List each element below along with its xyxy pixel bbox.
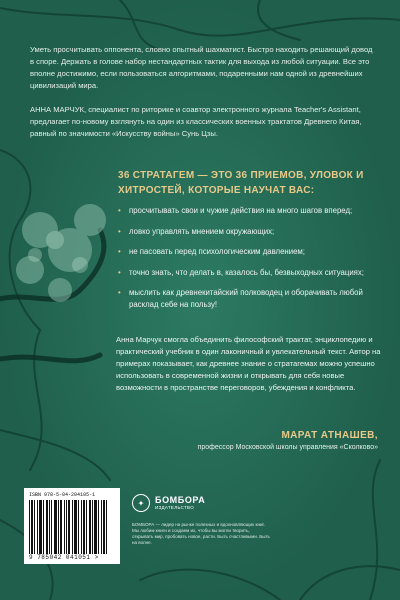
bullet-icon: • — [118, 226, 121, 236]
publisher-sub: ИЗДАТЕЛЬСТВО — [155, 505, 195, 510]
bullet-icon: • — [118, 206, 121, 215]
publisher-name: БОМБОРА — [155, 495, 206, 505]
bullet-icon: • — [118, 288, 121, 297]
isbn-label: ISBN 978-5-04-204105-1 — [29, 492, 96, 498]
publisher-logo — [132, 494, 205, 512]
bombora-icon: ✦ — [132, 494, 150, 512]
list-item: • просчитывать свои и чужие действия на много шагов вперед; — [118, 206, 353, 215]
publisher-blurb: БОМБОРА — лидер на рынке полезных и вдохновляющих книг. Мы любим книги и создаем их, чтобы вы могли творить, открывать мир, пробовать новое, расти. Быть счастливыми. Быть на волне. — [132, 522, 270, 545]
reviewer-name: МАРАТ АТНАШЕВ, — [281, 430, 378, 441]
headline: 36 СТРАТАГЕМ — ЭТО 36 ПРИЕМОВ, УЛОВОК И ХИТРОСТЕЙ, КОТОРЫЕ НАУЧАТ ВАС: — [118, 170, 364, 196]
bullet-icon: • — [118, 267, 121, 277]
intro-paragraph-1: Уметь просчитывать оппонента, словно опытный шахматист. Быстро находить решающий довод в споре. Держать в голове набор нестандартных тактик для выхода из любой ситуации. Все это вполне достижимо, если пользоваться алгоритмами, подаренными нам одной из древнейших цивилизаций мира. — [30, 45, 373, 90]
list-item: • точно знать, что делать в, казалось бы, безвыходных ситуациях; — [118, 267, 364, 277]
barcode-bars — [29, 500, 115, 554]
reviewer-title: профессор Московской школы управления «Сколково» — [197, 444, 378, 451]
list-item: • ловко управлять мнением окружающих; — [118, 226, 275, 236]
list-item: • мыслить как древнекитайский полководец и оборачивать любой расклад себе на пользу! — [118, 288, 363, 309]
barcode-number: 9 785042 041051 > — [29, 554, 99, 561]
bullet-icon: • — [118, 247, 121, 256]
intro-paragraph-2: АННА МАРЧУК, специалист по риторике и соавтор электронного журнала Teacher's Assistant, предлагает по-новому взглянуть на один из классических военных трактатов Древнего Китая, равный по значимости «Искусству войны» Сунь Цзы. — [30, 105, 362, 138]
barcode — [24, 488, 120, 564]
list-item: • не пасовать перед психологическим давлением; — [118, 247, 305, 256]
intro-text — [30, 44, 375, 152]
review-quote: Анна Марчук смогла объединить философский трактат, энциклопедию и практический учебник в один лаконичный и увлекательный текст. Автор на примерах показывает, как древнее знание о стратагемах можно успешно использовать в современной жизни и открывать для себя новые возможности в пространстве переговоров, убеждения и конфликта. — [116, 335, 381, 392]
bullet-list — [118, 205, 378, 319]
